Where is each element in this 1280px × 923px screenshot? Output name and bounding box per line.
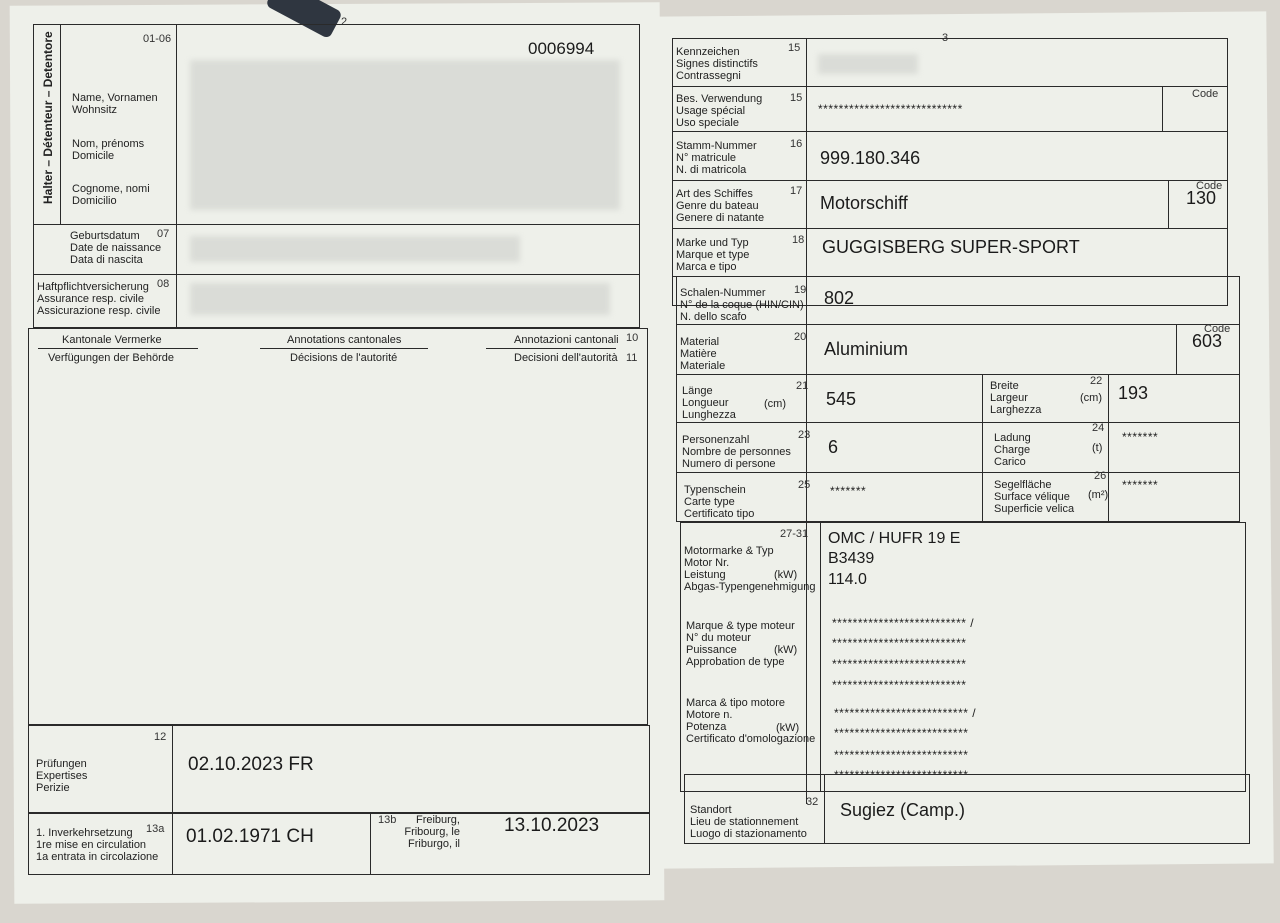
name-label-it: Cognome, nomi Domicilio bbox=[72, 183, 150, 207]
number-15a: 15 bbox=[788, 42, 801, 54]
first-registration-number: 13a bbox=[146, 823, 165, 835]
unit-motor-de: (kW) bbox=[774, 569, 798, 581]
label-sail-area: Segelfläche Surface vélique Superficie velica bbox=[994, 479, 1075, 515]
page-number-right: 3 bbox=[942, 32, 949, 44]
value-boat-type-code: 130 bbox=[1186, 188, 1217, 208]
number-32: 32 bbox=[806, 796, 819, 808]
label-make-type: Marke und Typ Marque et type Marca e tipo bbox=[676, 237, 750, 273]
value-hull-number: 802 bbox=[824, 288, 855, 308]
number-24: 24 bbox=[1092, 422, 1105, 434]
motor-number: 27-31 bbox=[780, 528, 809, 540]
authority-heading-fr: Décisions de l'autorité bbox=[290, 352, 398, 364]
exam-label: Prüfungen Expertises Perizie bbox=[36, 758, 88, 794]
code-label-20: Code bbox=[1204, 323, 1231, 335]
motor-fr-row-2: ************************** bbox=[832, 636, 967, 650]
first-registration-label: 1. Inverkehrsetzung 1re mise en circulation 1a entrata in circolazione bbox=[36, 827, 159, 863]
value-location: Sugiez (Camp.) bbox=[840, 800, 966, 820]
label-special-use: Bes. Verwendung Usage spécial Uso speciale bbox=[676, 93, 763, 129]
first-registration-value: 01.02.1971 CH bbox=[186, 826, 314, 847]
value-motor-power: 114.0 bbox=[828, 571, 867, 588]
motor-fr-row-4: ************************** bbox=[832, 678, 967, 692]
code-label: Code bbox=[1192, 88, 1219, 100]
number-22: 22 bbox=[1090, 375, 1103, 387]
document-number: 0006994 bbox=[528, 39, 595, 58]
number-15b: 15 bbox=[790, 92, 803, 104]
field-number-01-06: 01-06 bbox=[143, 33, 172, 45]
redacted-holder-name bbox=[190, 60, 620, 210]
redacted-kennzeichen bbox=[818, 54, 918, 74]
label-motor-fr: Marque & type moteur N° du moteur Puissance Approbation de type bbox=[686, 620, 795, 668]
number-17: 17 bbox=[790, 185, 803, 197]
value-special-use: **************************** bbox=[818, 102, 963, 116]
exam-value: 02.10.2023 FR bbox=[188, 754, 314, 775]
motor-it-row-4: ************************** bbox=[834, 768, 969, 782]
value-length: 545 bbox=[826, 389, 857, 409]
number-21: 21 bbox=[796, 380, 809, 392]
value-boat-type: Motorschiff bbox=[820, 193, 908, 213]
label-matricule: Stamm-Nummer N° matricule N. di matricola bbox=[676, 140, 757, 176]
number-25: 25 bbox=[798, 479, 811, 491]
label-boat-type: Art des Schiffes Genre du bateau Genere di natante bbox=[676, 188, 765, 224]
place-number: 13b bbox=[378, 814, 397, 826]
value-persons: 6 bbox=[828, 437, 839, 457]
birthdate-number: 07 bbox=[157, 228, 170, 240]
value-load: ******* bbox=[1122, 430, 1159, 444]
motor-fr-row-3: ************************** bbox=[832, 657, 967, 671]
cantonal-number: 10 bbox=[626, 332, 639, 344]
label-persons: Personenzahl Nombre de personnes Numero di persone bbox=[682, 434, 791, 470]
number-20: 20 bbox=[794, 331, 807, 343]
redacted-birthdate bbox=[190, 236, 520, 262]
number-19: 19 bbox=[794, 284, 807, 296]
motor-it-row-2: ************************** bbox=[834, 726, 969, 740]
value-width: 193 bbox=[1118, 383, 1149, 403]
page-number-left: 2 bbox=[341, 16, 348, 28]
exam-number: 12 bbox=[154, 731, 167, 743]
redacted-insurance bbox=[190, 283, 610, 315]
cantonal-heading-de: Kantonale Vermerke bbox=[62, 334, 162, 346]
place-label: Freiburg, Fribourg, le Friburgo, il bbox=[404, 814, 460, 850]
unit-width: (cm) bbox=[1080, 392, 1102, 404]
value-sail-area: ******* bbox=[1122, 478, 1159, 492]
authority-heading-it: Decisioni dell'autorità bbox=[514, 352, 618, 364]
label-load: Ladung Charge Carico bbox=[994, 432, 1031, 468]
unit-motor-it: (kW) bbox=[776, 722, 800, 734]
motor-it-row-3: ************************** bbox=[834, 748, 969, 762]
unit-load: (t) bbox=[1092, 442, 1103, 454]
label-motor-de: Motormarke & Typ Motor Nr. Leistung Abgas-Typengenehmigung bbox=[684, 545, 816, 593]
cantonal-heading-fr: Annotations cantonales bbox=[287, 334, 402, 346]
motor-fr-row-1: ************************** / bbox=[832, 616, 975, 630]
unit-sail-area: (m²) bbox=[1088, 489, 1109, 501]
unit-motor-fr: (kW) bbox=[774, 644, 798, 656]
label-length: Länge Longueur Lunghezza bbox=[682, 385, 736, 421]
value-material: Aluminium bbox=[824, 339, 909, 359]
number-23: 23 bbox=[798, 429, 811, 441]
number-16: 16 bbox=[790, 138, 803, 150]
value-material-code: 603 bbox=[1192, 331, 1223, 351]
label-kennzeichen: Kennzeichen Signes distinctifs Contrassegni bbox=[676, 46, 758, 82]
code-label-17: Code bbox=[1196, 180, 1223, 192]
value-type-certificate: ******* bbox=[830, 484, 867, 498]
authority-heading-de: Verfügungen der Behörde bbox=[48, 352, 174, 364]
label-hull-number: Schalen-Nummer N° de la coque (HIN/CIN) N. dello scafo bbox=[680, 287, 804, 323]
exam-block bbox=[28, 725, 650, 813]
value-motor-number: B3439 bbox=[828, 550, 875, 567]
number-18: 18 bbox=[792, 234, 805, 246]
birthdate-label: Geburtsdatum Date de naissance Data di nascita bbox=[70, 230, 162, 266]
label-width: Breite Largeur Larghezza bbox=[990, 380, 1042, 416]
value-matricule: 999.180.346 bbox=[820, 148, 921, 168]
label-location: Standort Lieu de stationnement Luogo di stazionamento bbox=[690, 804, 807, 840]
holder-vertical-label: Halter – Détenteur – Detentore bbox=[41, 31, 55, 204]
label-motor-it: Marca & tipo motore Motore n. Potenza Certificato d'omologazione bbox=[686, 697, 816, 745]
insurance-number: 08 bbox=[157, 278, 170, 290]
cantonal-annotations-block bbox=[28, 328, 648, 725]
label-type-certificate: Typenschein Carte type Certificato tipo bbox=[684, 484, 755, 520]
cantonal-heading-it: Annotazioni cantonali bbox=[514, 334, 619, 346]
issue-date: 13.10.2023 bbox=[504, 815, 600, 836]
number-26: 26 bbox=[1094, 470, 1107, 482]
name-label-fr: Nom, prénoms Domicile bbox=[72, 138, 145, 162]
value-motor-make: OMC / HUFR 19 E bbox=[828, 530, 961, 547]
value-make-type: GUGGISBERG SUPER-SPORT bbox=[822, 237, 1080, 257]
unit-length: (cm) bbox=[764, 398, 786, 410]
authority-number: 11 bbox=[626, 352, 638, 364]
motor-it-row-1: ************************** / bbox=[834, 706, 977, 720]
insurance-label: Haftpflichtversicherung Assurance resp. civile Assicurazione resp. civile bbox=[37, 281, 161, 317]
name-label-de: Name, Vornamen Wohnsitz bbox=[72, 92, 158, 116]
label-material: Material Matière Materiale bbox=[680, 336, 726, 372]
